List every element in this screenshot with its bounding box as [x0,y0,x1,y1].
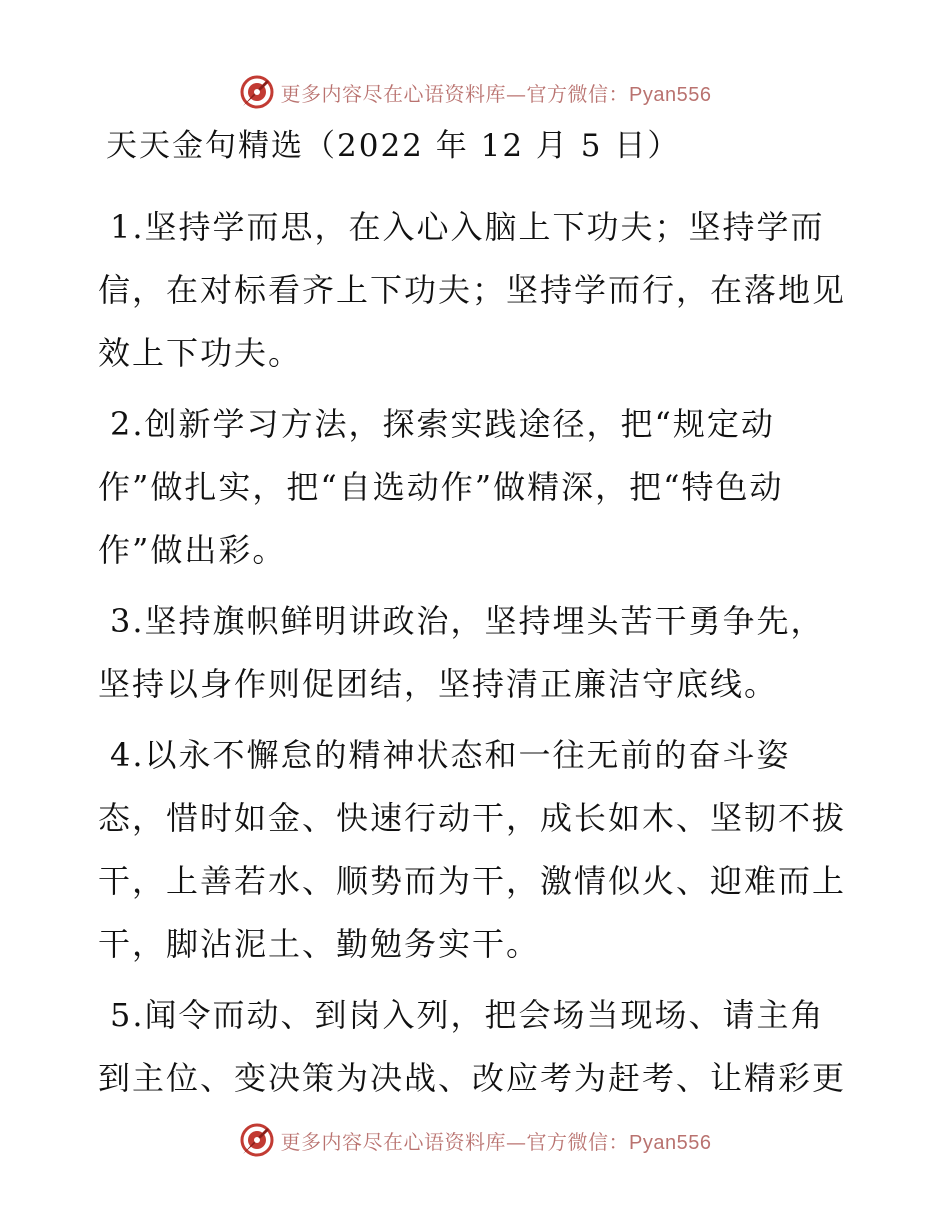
wechat-id: Pyan556 [629,83,712,106]
banner-text: 更多内容尽在心语资料库—官方微信：Pyan556 [280,1129,712,1154]
footer-banner [0,1120,950,1160]
quote-item-3: 3.坚持旗帜鲜明讲政治，坚持埋头苦干勇争先，坚持以身作则促团结，坚持清正廉洁守底线。 [98,602,825,703]
quill-logo-icon [239,1122,275,1158]
wechat-id: Pyan556 [629,1131,712,1154]
quill-logo-icon [239,74,275,110]
quote-item-5: 5.闻令而动、到岗入列，把会场当现场、请主角到主位、变决策为决战、改应考为赶考、让精彩更 [98,996,847,1097]
quote-item-1: 1.坚持学而思，在入心入脑上下功夫；坚持学而信，在对标看齐上下功夫；坚持学而行，在落地见效上下功夫。 [98,208,847,372]
quote-list [98,196,858,1118]
quote-item-2: 2.创新学习方法，探索实践途径，把“规定动作”做扎实，把“自选动作”做精深，把“特色动作”做出彩。 [98,405,784,569]
quote-item-4: 4.以永不懈怠的精神状态和一往无前的奋斗姿态，惜时如金、快速行动干，成长如木、坚韧不拔干，上善若水、顺势而为干，激情似火、迎难而上干，脚沾泥土、勤勉务实干。 [98,736,847,963]
banner-text: 更多内容尽在心语资料库—官方微信：Pyan556 [280,81,712,106]
header-banner [0,72,950,112]
document-title: 天天金句精选（2022 年 12 月 5 日） [106,128,681,164]
